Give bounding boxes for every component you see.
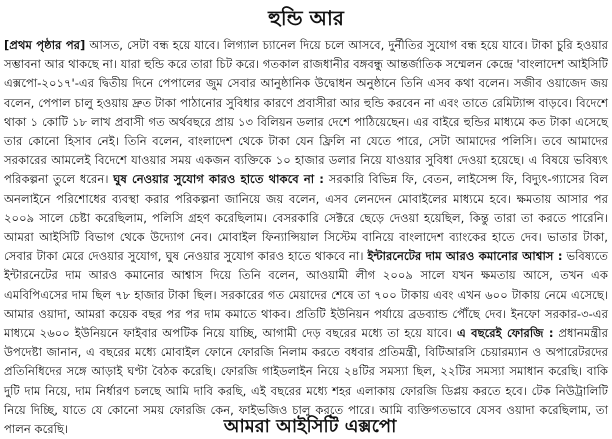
continued-from-label: [প্রথম পৃষ্ঠার পর] [4,38,86,52]
subheading: ইন্টারনেটের দাম আরও কমানোর আশ্বাস : [367,249,563,264]
paragraph-text: আসত, সেটা বন্ধ হয়ে যাবে। লিগ্যাল চ্যানেল দিয়ে চলে আসবে, দুর্নীতির সুযোগ বন্ধ হয়ে যাবে। টাকা চুরি হওয়ার সম্ভাবনা আর থাকছে না। যারা হুন্ডি করে তারা চিট করে। গতকাল রাজধানীর বঙ্গবন্ধু আন্তর্জাতিক সম্মেলন কেন্দ্রে 'বাংলাদেশ আইসিটি এক্সপো-২০১৭'-এর দ্বিতীয় দিনে পেপালের জুম সেবার আনুষ্ঠানিক উদ্বোধন অনুষ্ঠানে তিনি এসব কথা বলেন। সজীব ওয়াজেদ জয় বলেন, পেপাল চালু হওয়ায় দ্রুত টাকা পাঠানোর সুবিধার কারণে প্রবাসীরা আর হুন্ডি করবেন না এবং তাতে রেমিট্যান্স বাড়বে। বিদেশে থাকা ১ কোটি ১৮ লাখ প্রবাসী গত অর্থবছরে প্রায় ১৩ বিলিয়ন ডলার দেশে পাঠিয়েছেন। এর বাইরে হুন্ডির মাধ্যমে কত টাকা এসেছে তার কোনো হিসাব নেই। তিনি বলেন, বাংলাদেশ থেকে টাকা যেন ফ্রিলি না যেতে পারে, সেটা আমাদের পলিসি। তবে আমাদের সরকারের আমলেই বিদেশে যাওয়ার সময় একজন ব্যক্তিকে ১০ হাজার ডলার নিয়ে যাওয়ার সুবিধা দেওয়া হয়েছে। এ বিষয়ে ভবিষ্যৎ পরিকল্পনা তুলে ধরেন। [4,38,608,187]
cutoff-text: আমরা আইসিটি এক্সপো [223,416,397,437]
paragraph-text: সরকারি বিভিন্ন ফি, বেতন, লাইসেন্স ফি, বিদ্যুৎ-গ্যাসের বিল অনলাইনে পরিশোধের ব্যবস্থা করার পরিকল্পনা জানিয়ে জয় বলেন, এসব লেনদেন মোবাইলের মাধ্যমে হবে। ক্ষমতায় আসার পর ২০০৯ সালে চেষ্টা করেছিলাম, পলিসি গ্রহণ করেছিলাম। বেসরকারি সেক্টরে ছেড়ে দেওয়া হয়েছিল, কিন্তু তারা তা করতে পারেনি। আমরা আইসিটি বিভাগ থেকে উদ্যোগ নেব। মোবাইল ফিন্যান্সিয়াল সিস্টেম বানিয়ে বাংলাদেশ ব্যাংকের হাতে দেব। ভাতার টাকা, সেবার টাকা মেরে দেওয়ার সুযোগ, ঘুষ নেওয়ার সুযোগ কারও হাতে থাকবে না। [4,172,608,264]
paragraph-text: প্রধানমন্ত্রীর উপদেষ্টা জানান, এ বছরের মধ্যে মোবাইল ফোনে ফোরজি নিলাম করতে বধবার প্রতিমন্ত্রী, বিটিআরসি চেয়ারম্যান ও অপারেটরদের প্রতিনিধিদের সঙ্গে আড়াই ঘণ্টা বৈঠক করেছি। ফোরজি গাইডলাইন নিয়ে ২৪টির সমস্যা ছিল, ২২টির সমস্যা সমাধান করেছি। বাকি দুটি দাম নিয়ে, দাম নির্ধারণ চলছে আমি দাবি করছি, এই বছরের মধ্যে শহর এলাকায় ফোরজি ডিপ্লয় করতে হবে। টেক নিউট্রালিটি নিয়ে দিচ্ছি, যাতে যে কোনো সময় ফোরজি কেন, ফাইভজিও চালু করতে পারে। আমি ব্যক্তিগতভাবে যেসব ওয়াদা করেছিলাম, তা পালন করেছি। [4,326,609,437]
article-paragraph [4,36,608,439]
headline: হুন্ডি আর [268,6,344,30]
subheading: এ বছরেই ফোরজি : [457,326,554,341]
subheading: ঘুষ নেওয়ার সুযোগ কারও হাতে থাকবে না : [113,172,324,187]
cutoff-next-headline [180,410,440,437]
paragraph-text: ভবিষ্যতে ইন্টারনেটের দাম আরও কমানোর আশ্বাস দিয়ে তিনি বলেন, আওয়ামী লীগ ২০০৯ সালে যখন ক্ষমতায় আসে, তখন এক এমবিপিএসের দাম ছিল ৭৮ হাজার টাকা ছিল। সরকারের গত মেয়াদের শেষে তা ৭০০ টাকায় এবং এখন ৬০০ টাকায় নেমে এসেছে। আমার ওয়াদা, আমরা কয়েক বছর পর পর দাম কমাতে থাকব। প্রতিটি ইউনিয়ন পর্যায়ে ব্রডব্যান্ড পৌঁছে দেব। ইনফো সরকার-৩-এর মাধ্যমে ২৬০০ ইউনিয়নে ফাইবার অপটিক নিয়ে যাচ্ছি, আগামী দেড় বছরের মধ্যে তা হয়ে যাবে। [4,249,608,341]
